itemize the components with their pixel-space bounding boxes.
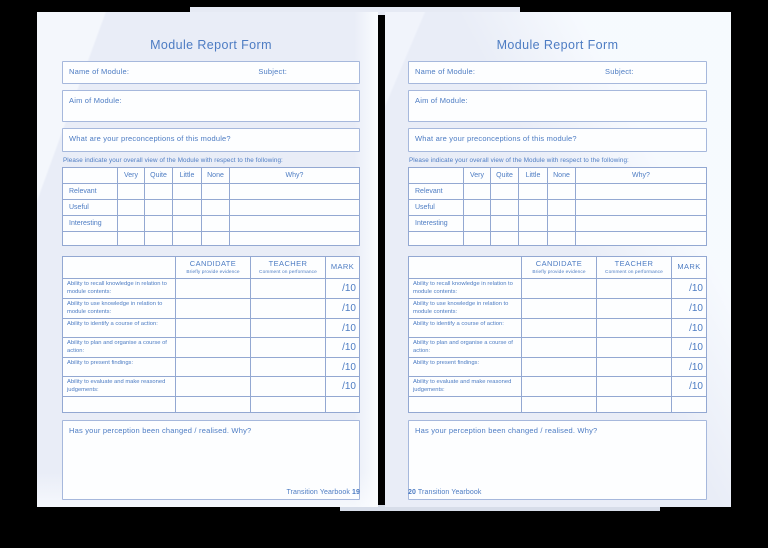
name-subject-field[interactable]	[408, 61, 707, 84]
rating-cell[interactable]	[145, 200, 173, 216]
ratings-corner-cell	[63, 168, 118, 184]
mark-cell[interactable]: /10	[672, 358, 707, 377]
rating-cell[interactable]	[464, 232, 491, 246]
candidate-cell[interactable]	[176, 377, 251, 397]
candidate-cell[interactable]	[522, 338, 597, 358]
aim-of-module-field[interactable]	[62, 90, 360, 122]
mark-cell[interactable]: /10	[326, 358, 360, 377]
rating-cell[interactable]	[202, 232, 230, 246]
candidate-cell[interactable]	[522, 358, 597, 377]
teacher-header: TEACHER Comment on performance	[251, 257, 326, 279]
overall-view-instruction: Please indicate your overall view of the Module with respect to the following:	[63, 157, 283, 164]
book-title: Transition Yearbook	[417, 489, 482, 496]
ratings-row-label: Relevant	[63, 184, 118, 200]
why-cell[interactable]	[576, 216, 707, 232]
ratings-header-why: Why?	[576, 168, 707, 184]
teacher-cell[interactable]	[251, 319, 326, 338]
rating-cell[interactable]	[202, 216, 230, 232]
teacher-cell[interactable]	[597, 397, 672, 413]
rating-cell[interactable]	[519, 232, 548, 246]
rating-cell[interactable]	[548, 200, 576, 216]
ratings-row-label	[409, 232, 464, 246]
mark-cell[interactable]	[326, 397, 360, 413]
name-of-module-label: Name of Module:	[415, 67, 476, 76]
page-right	[385, 12, 731, 507]
skill-row-label: Ability to identify a course of action:	[63, 319, 176, 338]
aim-of-module-field[interactable]	[408, 90, 707, 122]
teacher-subheader: Comment on performance	[259, 269, 317, 275]
skills-corner-cell	[409, 257, 522, 279]
candidate-header: CANDIDATE Briefly provide evidence	[522, 257, 597, 279]
ratings-table	[408, 167, 707, 246]
rating-cell[interactable]	[118, 200, 145, 216]
ratings-table	[62, 167, 360, 246]
subject-label: Subject:	[605, 67, 634, 76]
ratings-header-little: Little	[173, 168, 202, 184]
rating-cell[interactable]	[491, 232, 519, 246]
candidate-cell[interactable]	[522, 279, 597, 299]
why-cell[interactable]	[230, 232, 360, 246]
mark-cell[interactable]: /10	[326, 279, 360, 299]
ratings-row-label: Useful	[409, 200, 464, 216]
skill-row-label: Ability to use knowledge in relation to module contents:	[409, 299, 522, 319]
teacher-cell[interactable]	[597, 279, 672, 299]
page-left	[37, 12, 378, 507]
teacher-header: TEACHER Comment on performance	[597, 257, 672, 279]
candidate-cell[interactable]	[176, 319, 251, 338]
mark-cell[interactable]: /10	[326, 319, 360, 338]
why-cell[interactable]	[230, 200, 360, 216]
rating-cell[interactable]	[202, 184, 230, 200]
skill-row-label: Ability to recall knowledge in relation to module contents:	[409, 279, 522, 299]
page-title: Module Report Form	[150, 38, 272, 52]
rating-cell[interactable]	[173, 232, 202, 246]
teacher-cell[interactable]	[597, 358, 672, 377]
skill-row-label: Ability to evaluate and make reasoned judgements:	[63, 377, 176, 397]
ratings-header-quite: Quite	[491, 168, 519, 184]
footer	[408, 489, 481, 496]
why-cell[interactable]	[576, 232, 707, 246]
preconceptions-field[interactable]	[62, 128, 360, 152]
candidate-cell[interactable]	[176, 358, 251, 377]
rating-cell[interactable]	[202, 200, 230, 216]
rating-cell[interactable]	[118, 216, 145, 232]
mark-cell[interactable]: /10	[326, 299, 360, 319]
page-number: 20	[408, 489, 416, 496]
rating-cell[interactable]	[118, 184, 145, 200]
mark-cell[interactable]	[672, 397, 707, 413]
rating-cell[interactable]	[118, 232, 145, 246]
candidate-cell[interactable]	[176, 299, 251, 319]
aim-of-module-label: Aim of Module:	[415, 96, 468, 105]
overall-view-instruction: Please indicate your overall view of the Module with respect to the following:	[409, 157, 629, 164]
rating-cell[interactable]	[519, 184, 548, 200]
teacher-cell[interactable]	[597, 319, 672, 338]
candidate-cell[interactable]	[176, 338, 251, 358]
why-cell[interactable]	[576, 200, 707, 216]
ratings-corner-cell	[409, 168, 464, 184]
teacher-cell[interactable]	[597, 377, 672, 397]
footer	[286, 489, 360, 496]
ratings-row-label: Relevant	[409, 184, 464, 200]
teacher-cell[interactable]	[251, 338, 326, 358]
candidate-cell[interactable]	[522, 319, 597, 338]
name-of-module-label: Name of Module:	[69, 67, 130, 76]
skill-row-label: Ability to identify a course of action:	[409, 319, 522, 338]
candidate-subheader: Briefly provide evidence	[186, 269, 240, 275]
candidate-cell[interactable]	[522, 397, 597, 413]
teacher-subheader: Comment on performance	[605, 269, 663, 275]
ratings-header-very: Very	[118, 168, 145, 184]
teacher-cell[interactable]	[251, 299, 326, 319]
rating-cell[interactable]	[548, 216, 576, 232]
teacher-cell[interactable]	[251, 377, 326, 397]
teacher-cell[interactable]	[597, 338, 672, 358]
skill-row-label: Ability to use knowledge in relation to module contents:	[63, 299, 176, 319]
candidate-cell[interactable]	[176, 397, 251, 413]
skill-row-label: Ability to present findings:	[63, 358, 176, 377]
ratings-header-none: None	[548, 168, 576, 184]
skill-row-label	[63, 397, 176, 413]
rating-cell[interactable]	[145, 232, 173, 246]
teacher-cell[interactable]	[251, 358, 326, 377]
candidate-header: CANDIDATE Briefly provide evidence	[176, 257, 251, 279]
rating-cell[interactable]	[491, 200, 519, 216]
rating-cell[interactable]	[464, 200, 491, 216]
perception-label: Has your perception been changed / realised. Why?	[415, 426, 598, 436]
teacher-cell[interactable]	[251, 397, 326, 413]
mark-cell[interactable]: /10	[326, 377, 360, 397]
mark-cell[interactable]: /10	[672, 338, 707, 358]
rating-cell[interactable]	[548, 184, 576, 200]
mark-header: MARK	[326, 257, 360, 279]
ratings-header-very: Very	[464, 168, 491, 184]
preconceptions-label: What are your preconceptions of this module?	[415, 134, 577, 143]
preconceptions-label: What are your preconceptions of this module?	[69, 134, 231, 143]
why-cell[interactable]	[230, 184, 360, 200]
mark-cell[interactable]: /10	[672, 299, 707, 319]
rating-cell[interactable]	[491, 216, 519, 232]
rating-cell[interactable]	[519, 200, 548, 216]
rating-cell[interactable]	[519, 216, 548, 232]
ratings-row-label: Useful	[63, 200, 118, 216]
ratings-row-label: Interesting	[409, 216, 464, 232]
perception-label: Has your perception been changed / realised. Why?	[69, 426, 252, 436]
ratings-header-none: None	[202, 168, 230, 184]
skill-row-label: Ability to evaluate and make reasoned judgements:	[409, 377, 522, 397]
teacher-cell[interactable]	[251, 279, 326, 299]
rating-cell[interactable]	[491, 184, 519, 200]
rating-cell[interactable]	[173, 184, 202, 200]
preconceptions-field[interactable]	[408, 128, 707, 152]
skill-row-label: Ability to recall knowledge in relation to module contents:	[63, 279, 176, 299]
skill-row-label: Ability to present findings:	[409, 358, 522, 377]
rating-cell[interactable]	[145, 216, 173, 232]
mark-cell[interactable]: /10	[326, 338, 360, 358]
candidate-cell[interactable]	[522, 299, 597, 319]
ratings-row-label	[63, 232, 118, 246]
skill-row-label: Ability to plan and organise a course of action:	[409, 338, 522, 358]
aim-of-module-label: Aim of Module:	[69, 96, 122, 105]
mark-cell[interactable]: /10	[672, 377, 707, 397]
skills-table	[408, 256, 707, 413]
mark-cell[interactable]: /10	[672, 319, 707, 338]
why-cell[interactable]	[576, 184, 707, 200]
rating-cell[interactable]	[145, 184, 173, 200]
candidate-cell[interactable]	[176, 279, 251, 299]
ratings-header-little: Little	[519, 168, 548, 184]
rating-cell[interactable]	[464, 184, 491, 200]
skill-row-label	[409, 397, 522, 413]
skills-corner-cell	[63, 257, 176, 279]
why-cell[interactable]	[230, 216, 360, 232]
ratings-header-why: Why?	[230, 168, 360, 184]
ratings-header-quite: Quite	[145, 168, 173, 184]
subject-label: Subject:	[258, 67, 288, 76]
candidate-subheader: Briefly provide evidence	[532, 269, 586, 275]
rating-cell[interactable]	[548, 232, 576, 246]
mark-header: MARK	[672, 257, 707, 279]
rating-cell[interactable]	[173, 200, 202, 216]
ratings-row-label: Interesting	[63, 216, 118, 232]
candidate-cell[interactable]	[522, 377, 597, 397]
skill-row-label: Ability to plan and organise a course of action:	[63, 338, 176, 358]
teacher-cell[interactable]	[597, 299, 672, 319]
page-number: 19	[352, 489, 360, 496]
book-title: Transition Yearbook	[286, 489, 350, 496]
rating-cell[interactable]	[464, 216, 491, 232]
name-subject-field[interactable]	[62, 61, 360, 84]
page-title: Module Report Form	[496, 38, 619, 52]
mark-cell[interactable]: /10	[672, 279, 707, 299]
skills-table	[62, 256, 360, 413]
rating-cell[interactable]	[173, 216, 202, 232]
